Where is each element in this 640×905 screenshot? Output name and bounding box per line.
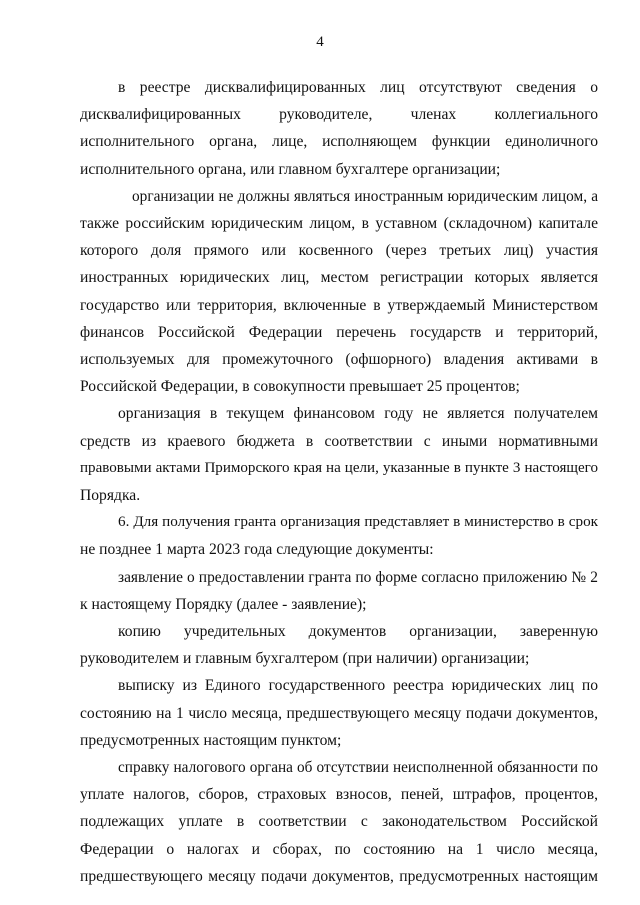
text-line: заявление о предоставлении гранта по форме согласно приложению № 2 bbox=[118, 568, 598, 586]
text-line: средств из краевого бюджета в соответствии с иными нормативными bbox=[80, 432, 598, 450]
text-line: Российской Федерации, в совокупности превышает 25 процентов; bbox=[80, 378, 520, 396]
paragraph-not-recipient bbox=[80, 400, 598, 509]
paragraph-disqualified-registry bbox=[80, 74, 598, 183]
text-line: выписку из Единого государственного реестра юридических лиц по bbox=[118, 677, 598, 695]
text-line: государство или территория, включенные в утверждаемый Министерством bbox=[80, 296, 598, 314]
paragraph-application bbox=[80, 564, 598, 618]
paragraph-tax-certificate bbox=[80, 754, 598, 890]
paragraph-registry-extract bbox=[80, 672, 598, 754]
paragraph-item-6 bbox=[80, 509, 598, 563]
page-number: 4 bbox=[316, 34, 324, 50]
text-line: которого доля прямого или косвенного (через третьих лиц) участия bbox=[80, 242, 598, 260]
text-line: справку налогового органа об отсутствии неисполненной обязанности по bbox=[118, 759, 598, 777]
text-line: уплате налогов, сборов, страховых взносов, пеней, штрафов, процентов, bbox=[80, 786, 598, 804]
text-line: организация в текущем финансовом году не является получателем bbox=[118, 405, 598, 423]
paragraph-founding-documents bbox=[80, 618, 598, 672]
text-line: 6. Для получения гранта организация представляет в министерство в срок bbox=[118, 514, 598, 531]
text-line: дисквалифицированных руководителе, членах коллегиального bbox=[80, 106, 598, 124]
text-line: иностранных юридических лиц, местом регистрации которых является bbox=[80, 269, 598, 287]
text-line: не позднее 1 марта 2023 года следующие документы: bbox=[80, 541, 434, 559]
text-line: правовыми актами Приморского края на цели, указанные в пункте 3 настоящего bbox=[80, 459, 598, 476]
text-line: также российским юридическим лицом, в уставном (складочном) капитале bbox=[80, 215, 598, 233]
text-line: предусмотренных настоящим пунктом; bbox=[80, 731, 342, 749]
text-line: руководителем и главным бухгалтером (при наличии) организации; bbox=[80, 650, 530, 668]
text-line: в реестре дисквалифицированных лиц отсутствуют сведения о bbox=[118, 79, 598, 96]
paragraph-foreign-entity bbox=[80, 183, 598, 401]
text-line: к настоящему Порядку (далее - заявление); bbox=[80, 595, 367, 613]
text-line: исполнительного органа, или главном бухгалтере организации; bbox=[80, 160, 501, 178]
text-line: Порядка. bbox=[80, 487, 141, 505]
text-line: используемых для промежуточного (офшорного) владения активами в bbox=[80, 351, 598, 369]
text-line: предшествующего месяцу подачи документов, предусмотренных настоящим bbox=[80, 867, 598, 885]
text-line: состоянию на 1 число месяца, предшествующего месяцу подачи документов, bbox=[80, 704, 598, 722]
text-line: копию учредительных документов организации, заверенную bbox=[118, 623, 598, 641]
text-line: Федерации о налогах и сборах, по состоянию на 1 число месяца, bbox=[80, 840, 598, 858]
text-line: исполнительного органа, лице, исполняющем функции единоличного bbox=[80, 133, 598, 151]
text-line: подлежащих уплате в соответствии с законодательством Российской bbox=[80, 813, 598, 831]
text-line: организации не должны являться иностранным юридическим лицом, а bbox=[132, 187, 598, 205]
document-body bbox=[80, 74, 598, 890]
text-line: финансов Российской Федерации перечень государств и территорий, bbox=[80, 323, 598, 341]
